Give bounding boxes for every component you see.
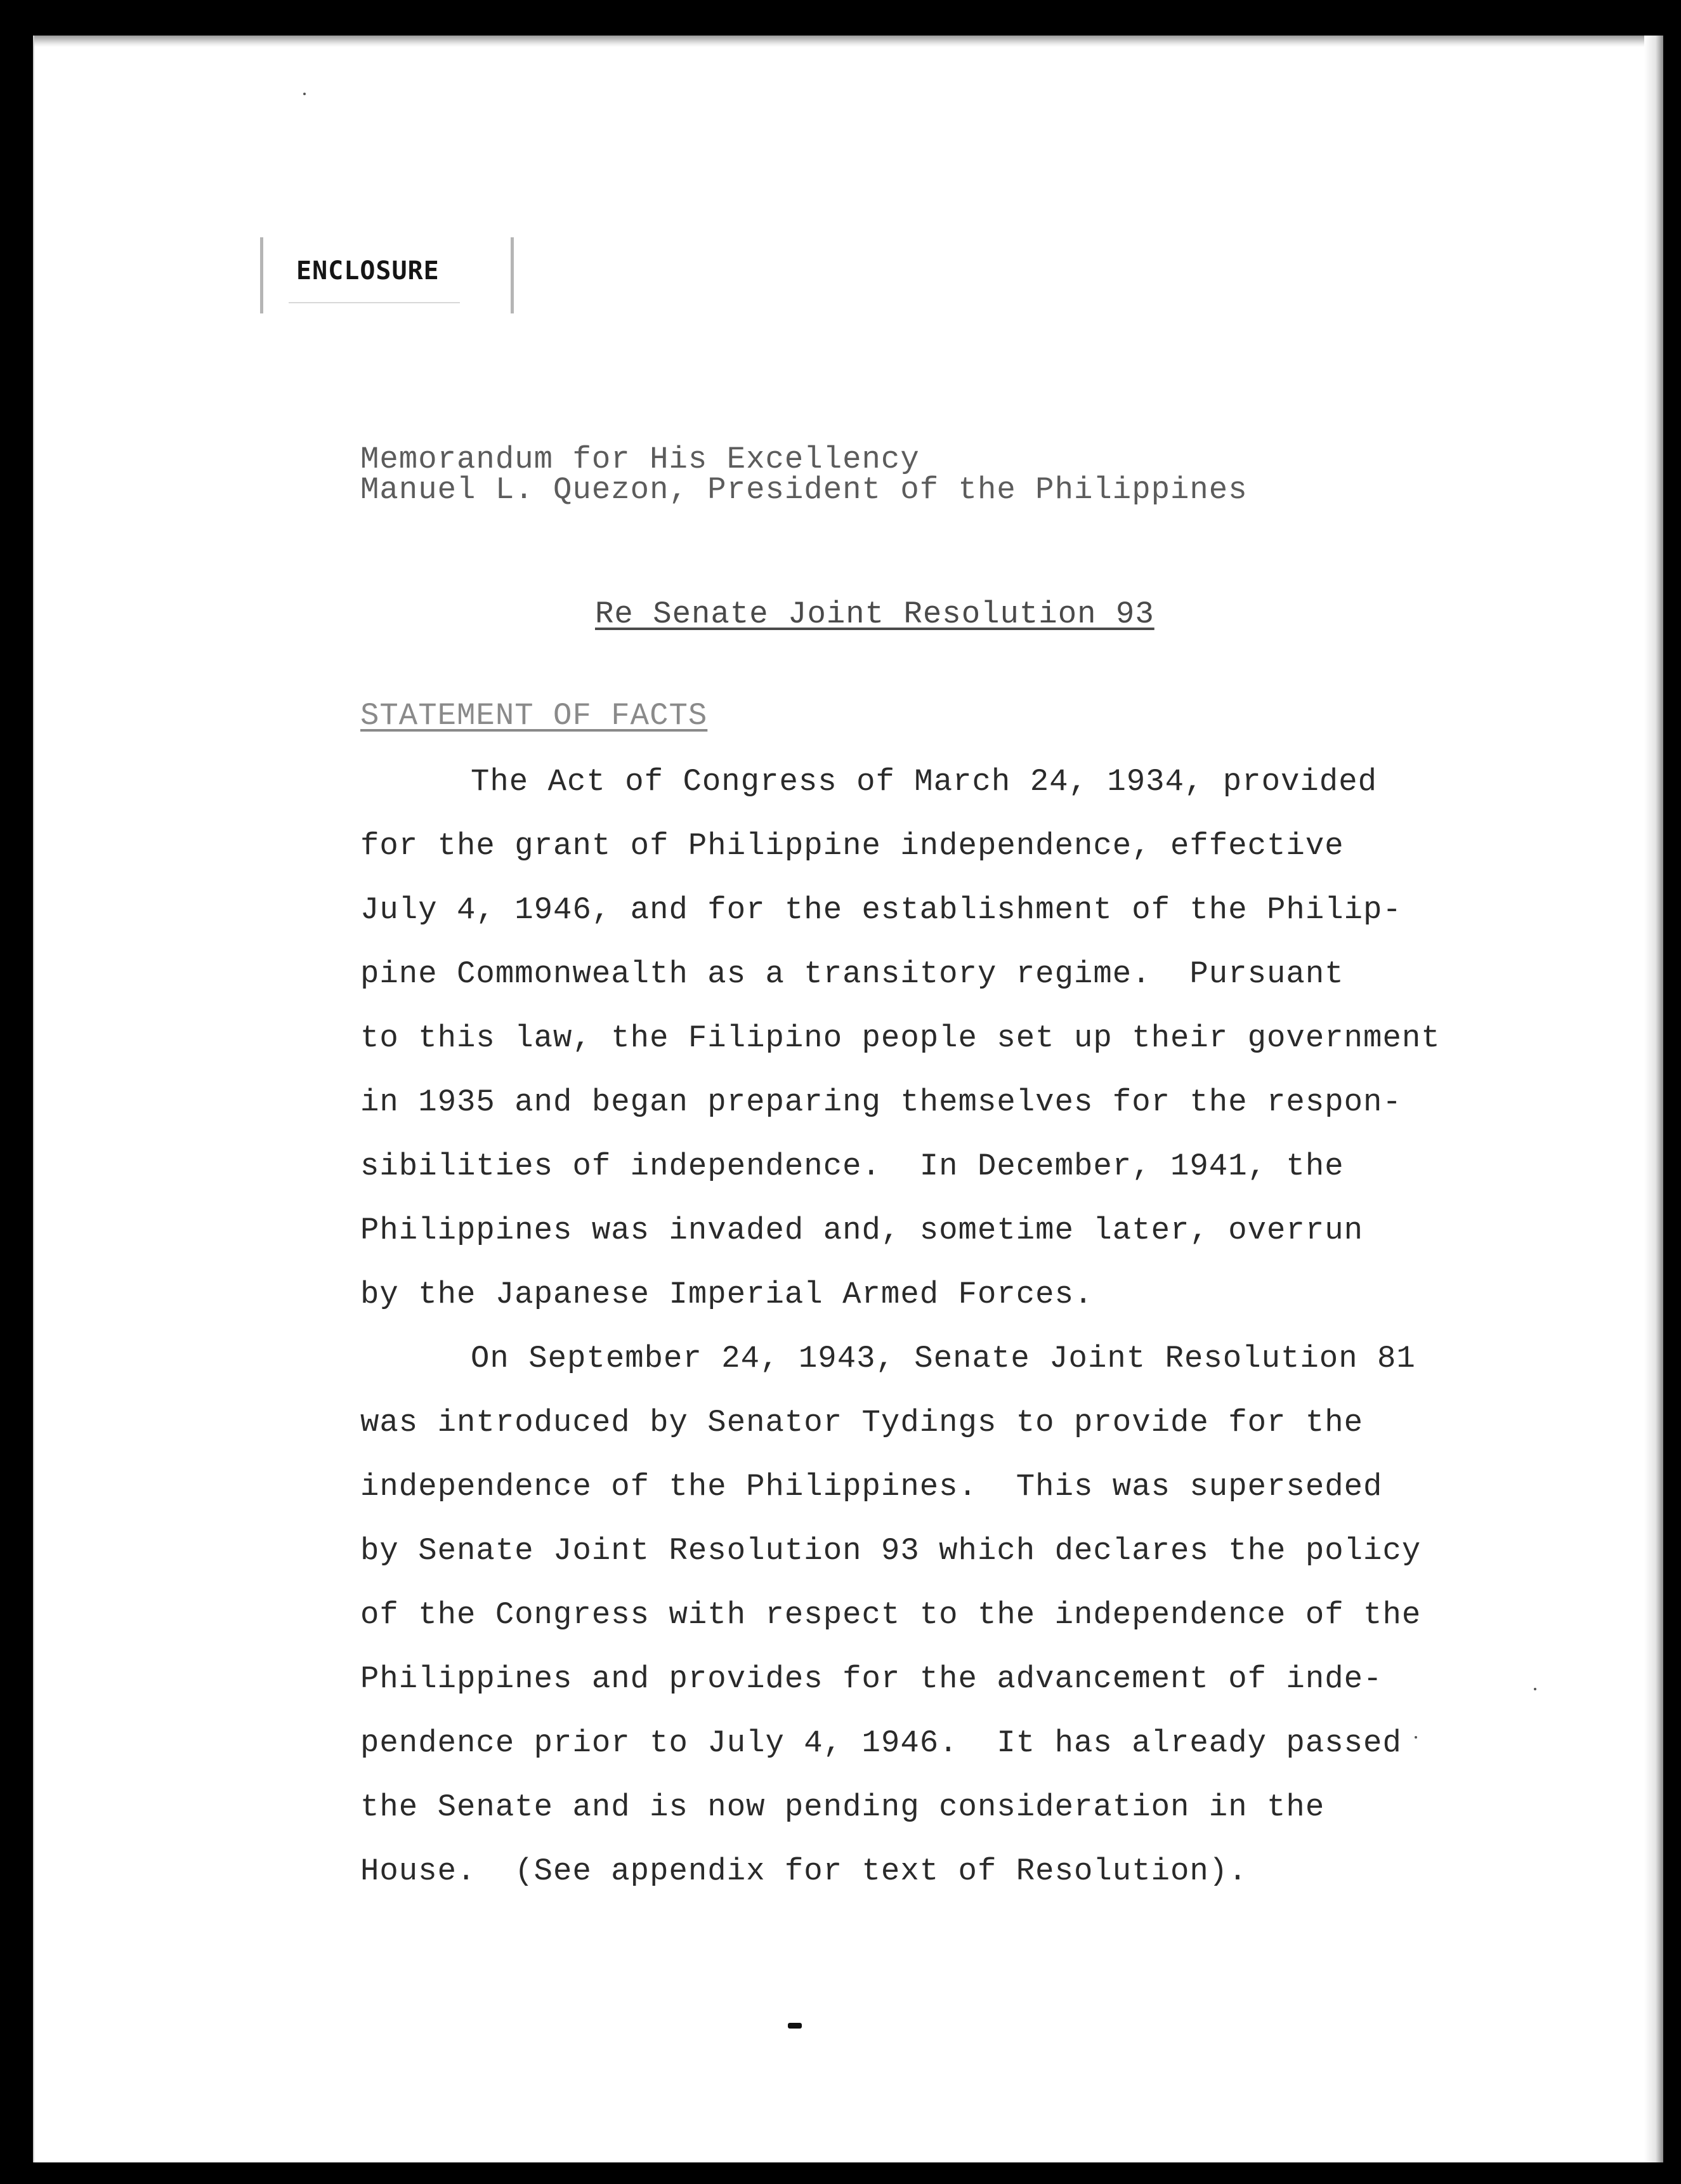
paragraph2-line: independence of the Philippines. This was superseded — [360, 1469, 1383, 1504]
document-page — [33, 36, 1663, 2162]
paragraph1-line: by the Japanese Imperial Armed Forces. — [360, 1277, 1094, 1312]
paragraph2-line: by Senate Joint Resolution 93 which declares the policy — [360, 1533, 1422, 1569]
paragraph2-line: of the Congress with respect to the independence of the — [360, 1597, 1422, 1633]
enclosure-stamp — [260, 237, 514, 313]
section-heading: STATEMENT OF FACTS — [360, 698, 708, 733]
paragraph1-line: to this law, the Filipino people set up their government — [360, 1020, 1441, 1056]
page-dash-mark — [788, 2023, 802, 2029]
paragraph1-line: sibilities of independence. In December, 1941, the — [360, 1148, 1344, 1184]
paragraph2-line: was introduced by Senator Tydings to provide for the — [360, 1405, 1364, 1440]
memo-addressee-line-2: Manuel L. Quezon, President of the Philippines — [360, 472, 1248, 508]
enclosure-stamp-text: ENCLOSURE — [296, 256, 440, 286]
paragraph1-line: The Act of Congress of March 24, 1934, provided — [471, 764, 1378, 799]
paragraph1-line: July 4, 1946, and for the establishment of the Philip- — [360, 892, 1402, 928]
paragraph1-line: Philippines was invaded and, sometime later, overrun — [360, 1213, 1364, 1248]
paragraph1-line: in 1935 and began preparing themselves for the respon- — [360, 1084, 1402, 1120]
memo-addressee-line-1: Memorandum for His Excellency — [360, 442, 920, 477]
paper-speck — [303, 93, 306, 95]
paper-speck — [1534, 1688, 1536, 1690]
page-top-shadow — [34, 36, 1663, 47]
enclosure-stamp-rule — [289, 302, 460, 303]
paragraph2-line: On September 24, 1943, Senate Joint Resolution 81 — [471, 1341, 1416, 1376]
paper-speck — [1415, 1736, 1417, 1739]
paragraph2-line: the Senate and is now pending consideration in the — [360, 1789, 1325, 1825]
paragraph1-line: for the grant of Philippine independence, effective — [360, 828, 1344, 864]
paragraph2-line: Philippines and provides for the advancement of inde- — [360, 1661, 1383, 1697]
paragraph1-line: pine Commonwealth as a transitory regime. Pursuant — [360, 956, 1344, 992]
paragraph2-line: pendence prior to July 4, 1946. It has already passed — [360, 1725, 1402, 1761]
page-right-edge — [1644, 36, 1663, 2162]
memo-subject: Re Senate Joint Resolution 93 — [595, 596, 1154, 632]
paragraph2-line: House. (See appendix for text of Resolution). — [360, 1853, 1248, 1889]
